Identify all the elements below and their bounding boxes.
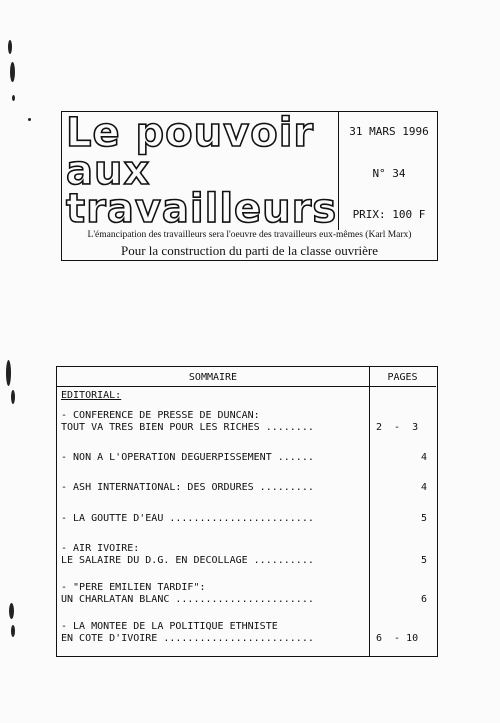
entry-line: - LA MONTEE DE LA POLITIQUE ETHNISTE [61,621,278,632]
entry-line: LE SALAIRE DU D.G. EN DECOLLAGE .......... [61,555,314,566]
entry-line: - "PERE EMILIEN TARDIF": [61,582,206,593]
scan-speck [10,62,15,82]
entry-line: TOUT VA TRES BIEN POUR LES RICHES ........ [61,422,314,433]
title-line-1: Le pouvoir [66,112,315,156]
entry-pages: 6 - 10 [376,633,419,644]
entry-line: - NON A L'OPERATION DEGUERPISSEMENT ...... [61,452,314,463]
entry-line: EN COTE D'IVOIRE ......................... [61,633,314,644]
toc-header-pages: PAGES [387,372,418,383]
entry-line: - ASH INTERNATIONAL: DES ORDURES ......... [61,482,314,493]
entry-pages: 5 [421,513,428,524]
scan-speck [11,625,15,637]
scan-speck [9,603,14,619]
newspaper-title [62,112,339,230]
entry-pages: 4 [421,482,428,493]
title-line-3: travailleurs [66,186,338,230]
entry-pages: 4 [421,452,428,463]
issue-info [342,112,436,230]
masthead [61,111,438,261]
scan-speck [11,390,15,404]
scan-speck [6,360,11,386]
scan-speck [8,40,12,54]
entry-pages: 5 [421,555,428,566]
issue-date: 31 MARS 1996 [349,125,429,138]
toc-header [57,367,436,387]
issue-price: PRIX: 100 F [352,208,426,221]
title-line-2: aux [66,148,151,194]
entry-line: UN CHARLATAN BLANC ....................... [61,594,314,605]
scan-speck [28,118,31,121]
entry-line: - AIR IVOIRE: [61,543,140,554]
table-of-contents [56,366,438,657]
motto: L'émancipation des travailleurs sera l'oeuvre des travailleurs eux-mêmes (Karl Marx) [87,230,412,240]
column-divider [369,367,370,656]
entry-pages: 2 - 3 [376,422,419,433]
issue-number: N° 34 [372,167,406,180]
entry-line: - CONFERENCE DE PRESSE DE DUNCAN: [61,410,260,421]
section-label: EDITORIAL: [61,390,122,401]
subtitle: Pour la construction du parti de la classe ouvrière [120,243,379,258]
entry-line: - LA GOUTTE D'EAU ........................ [61,513,314,524]
toc-header-summary: SOMMAIRE [188,372,238,383]
scan-speck [12,95,15,101]
entry-pages: 6 [421,594,428,605]
